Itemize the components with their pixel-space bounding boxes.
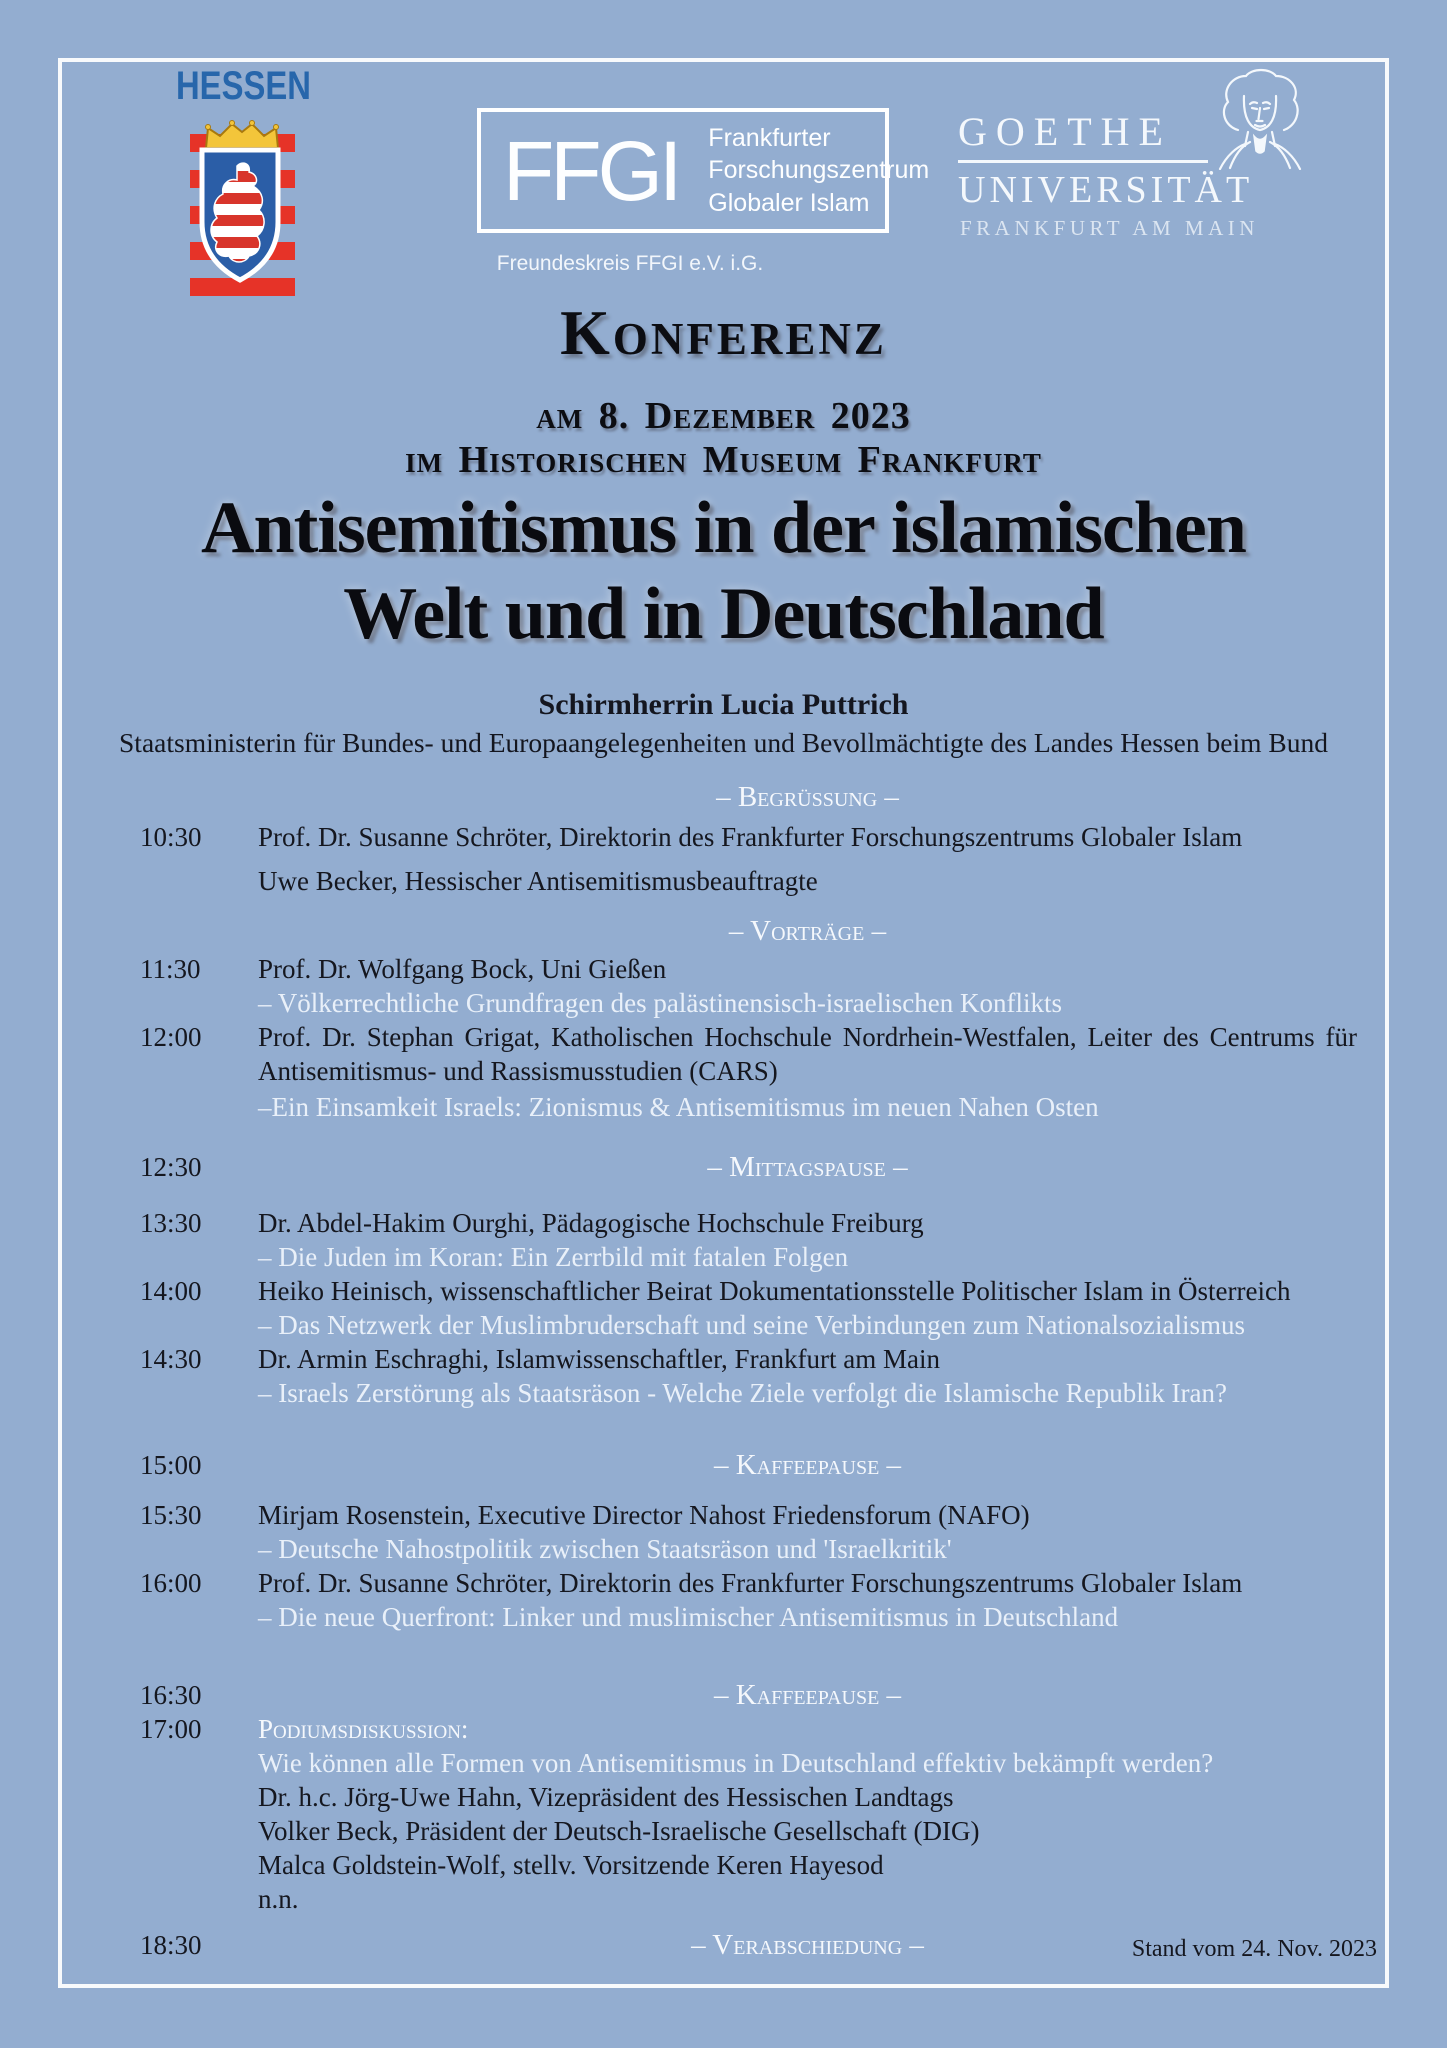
schedule-row [62,1090,1385,1124]
talk-topic: –Ein Einsamkeit Israels: Zionismus & Antisemitismus im neuen Nahen Osten [258,1092,1099,1122]
schedule-row [62,1274,1385,1308]
stand-note: Stand vom 24. Nov. 2023 [1131,1936,1377,1962]
schedule-row [62,1342,1385,1376]
ffgi-logo [477,108,930,233]
schedule-row [62,1206,1385,1240]
talk-topic: – Die Juden im Koran: Ein Zerrbild mit fatalen Folgen [258,1242,849,1272]
schedule-time [62,1308,258,1342]
talk-topic: – Israels Zerstörung als Staatsräson - Welche Ziele verfolgt die Islamische Republik Iran? [258,1378,1228,1408]
schedule-row [62,1566,1385,1600]
hessen-wordmark: HESSEN [176,64,311,108]
schedule-time: 10:30 [140,822,202,852]
talk-topic: Wie können alle Formen von Antisemitismus in Deutschland effektiv bekämpft werden? [258,1748,1214,1778]
patron-name: Schirmherrin Lucia Puttrich [538,688,909,721]
hessen-coat-of-arms-icon [190,116,295,308]
goethe-wordmark: GOETHE [958,109,1172,154]
schedule-time: 15:30 [140,1500,202,1530]
schedule-time [62,864,258,898]
schedule-time [62,986,258,1020]
schedule-row [62,1600,1385,1634]
schedule-time [62,1882,258,1916]
schedule-time [62,1090,258,1124]
schedule-row [62,952,1385,986]
schedule-time [62,1848,258,1882]
schedule-row [62,1020,1385,1088]
ffgi-friends-note: Freundeskreis FFGI e.V. i.G. [496,252,764,275]
section-label: Podiumsdiskussion: [258,1714,469,1744]
talk-topic: – Deutsche Nahostpolitik zwischen Staatsräson und 'Israelkritik' [258,1534,952,1564]
schedule-row [62,1780,1385,1814]
schedule-time: 18:30 [140,1930,202,1960]
event-type-heading: Konferenz [560,297,887,368]
schedule-time: 15:00 [140,1450,202,1480]
speaker-line: n.n. [258,1884,299,1914]
ffgi-name [708,122,929,220]
speaker-line: Uwe Becker, Hessischer Antisemitismusbeauftragte [258,866,818,896]
schedule-time [62,1746,258,1780]
schedule-time: 12:30 [140,1152,202,1182]
schedule-row [62,1882,1385,1916]
schedule-row [62,1814,1385,1848]
schedule-time [62,1780,258,1814]
schedule-row [62,1150,1385,1184]
speaker-line: Dr. h.c. Jörg-Uwe Hahn, Vizepräsident des Hessischen Landtags [258,1782,954,1812]
section-heading: – Begrüßung – [716,781,899,813]
ffgi-name-line1: Frankfurter [708,123,831,152]
schedule-time: 17:00 [140,1714,202,1744]
schedule-row [62,1498,1385,1532]
main-title-line1: Antisemitismus in der islamischen [201,487,1246,569]
patron-role: Staatsministerin für Bundes- und Europaangelegenheiten und Bevollmächtigte des Landes Hessen beim Bund [119,727,1328,758]
section-heading: – Kaffeepause – [713,1679,902,1711]
goethe-frankfurt-am-main: FRANKFURT AM MAIN [960,216,1259,240]
schedule-row [62,1678,1385,1712]
talk-topic: – Völkerrechtliche Grundfragen des palästinensisch-israelischen Konflikts [258,988,1063,1018]
ffgi-name-line2: Forschungszentrum [708,156,930,185]
schedule-row [62,1240,1385,1274]
goethe-universitaet: UNIVERSITÄT [958,169,1254,211]
schedule-time: 16:00 [140,1568,202,1598]
section-heading: – Verabschiedung – [691,1929,924,1961]
speaker-line: Malca Goldstein-Wolf, stellv. Vorsitzende Keren Hayesod [258,1850,884,1880]
speaker-line: Heiko Heinisch, wissenschaftlicher Beirat Dokumentationsstelle Politischer Islam in Österreich [258,1276,1291,1306]
speaker-line: Dr. Abdel-Hakim Ourghi, Pädagogische Hochschule Freiburg [258,1208,924,1238]
event-date-line: am 8. Dezember 2023 [536,395,911,437]
schedule-time: 11:30 [140,954,201,984]
schedule-time [62,914,258,948]
speaker-line: Prof. Dr. Stephan Grigat, Katholischen Hochschule Nordrhein-Westfalen, Leiter des Centrums für Antisemitismus- und Rassismusstudien (CARS) [258,1022,1357,1086]
ffgi-abbr: FFGI [503,123,679,218]
speaker-line: Prof. Dr. Susanne Schröter, Direktorin des Frankfurter Forschungszentrums Globaler Islam [258,822,1243,852]
schedule-time: 16:30 [140,1680,202,1710]
section-heading: – Vorträge – [728,915,887,947]
schedule-row [62,914,1385,948]
schedule-row [62,1746,1385,1780]
schedule-time: 13:30 [140,1208,202,1238]
schedule-time [62,1240,258,1274]
talk-topic: – Das Netzwerk der Muslimbruderschaft und seine Verbindungen zum Nationalsozialismus [258,1310,1246,1340]
schedule-time [62,1814,258,1848]
speaker-line: Prof. Dr. Susanne Schröter, Direktorin des Frankfurter Forschungszentrums Globaler Islam [258,1568,1243,1598]
schedule-row [62,1308,1385,1342]
schedule-time: 14:00 [140,1276,202,1306]
schedule-row [62,864,1385,898]
ffgi-name-line3: Globaler Islam [708,188,870,217]
schedule-row [62,1532,1385,1566]
schedule-row [62,820,1385,854]
schedule-row [62,1376,1385,1410]
speaker-line: Volker Beck, Präsident der Deutsch-Israelische Gesellschaft (DIG) [258,1816,980,1846]
schedule-row [62,1448,1385,1482]
talk-topic: – Die neue Querfront: Linker und muslimischer Antisemitismus in Deutschland [258,1602,1119,1632]
section-heading: – Kaffeepause – [713,1449,902,1481]
schedule-row [62,1848,1385,1882]
speaker-line: Dr. Armin Eschraghi, Islamwissenschaftler, Frankfurt am Main [258,1344,941,1374]
schedule-row [62,1712,1385,1746]
speaker-line: Mirjam Rosenstein, Executive Director Nahost Friedensforum (NAFO) [258,1500,1030,1530]
goethe-university-logo [958,64,1358,244]
goethe-rule [958,160,1208,163]
event-venue-line: im Historischen Museum Frankfurt [405,439,1042,481]
main-title-line2: Welt und in Deutschland [343,573,1104,655]
speaker-line: Prof. Dr. Wolfgang Bock, Uni Gießen [258,954,667,984]
schedule [62,780,1385,1962]
schedule-time [62,780,258,814]
schedule-row [62,986,1385,1020]
schedule-row [62,780,1385,814]
schedule-time [62,1600,258,1634]
schedule-time [62,1532,258,1566]
schedule-time: 14:30 [140,1344,202,1374]
schedule-time: 12:00 [140,1022,202,1052]
section-heading: – Mittagspause – [707,1151,908,1183]
schedule-time [62,1376,258,1410]
goethe-portrait-icon [1210,66,1310,170]
